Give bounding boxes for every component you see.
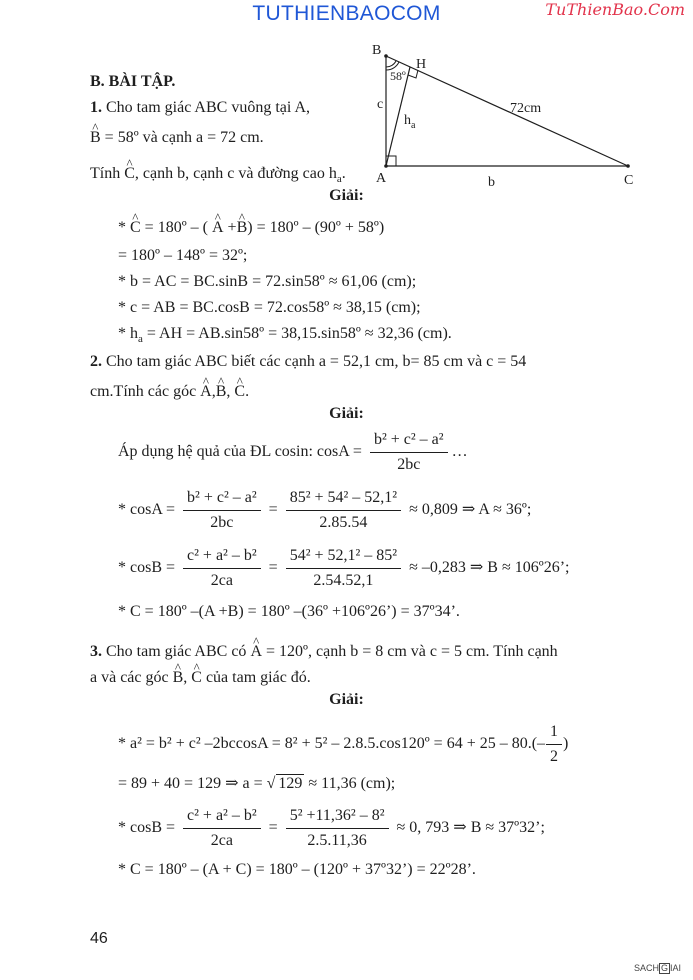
ex2-cosA-result: ≈ 0,809 ⇒ A ≈ 36º; [409,501,532,519]
angle-B-symbol: ^ B [90,124,101,146]
ex2-text2-end: . [245,383,250,400]
ex2-line2: cm.Tính các góc ^ A,^ B, ^ C. [90,378,249,402]
ex2-text1: Cho tam giác ABC biết các cạnh a = 52,1 cm, b= 85 cm và c = 54 [106,353,527,370]
ex3-a-p2: ≈ 11,36 (cm); [308,775,396,792]
angle-arc-inner [386,61,396,67]
ex1-line1 [90,98,310,118]
ex2-cosB-lead: * cosB = [118,559,176,577]
angle-B-hat: ^ B [237,214,248,236]
ex1-solution-title: Giải: [329,187,364,204]
ex3-text1a: Cho tam giác ABC có [106,643,247,660]
ex1-step5-a: * h [118,325,138,342]
label-A: A [376,171,387,186]
ex2-line1 [90,352,526,372]
ex1-line2 [90,124,264,148]
ex2-cosA: * cosA = $\frac{\text{b² + c² – a²}}{2bc}$ = $\frac{\text{85² + 54² – 52,1²}}{2.85.54}$ ≈ 0,809 ⇒ A ≈ 36º; [118,489,532,531]
angle-C-hat-3: ^ C [191,664,202,686]
footer-logo: SACH G IAI [633,963,681,973]
label-C: C [624,173,634,188]
triangle-diagram [366,40,666,200]
ex2-text2a: cm.Tính các góc [90,383,197,400]
ex1-step1-lead: * [118,219,126,236]
side-BC [386,56,628,166]
ex3-a2-frac: $\frac{1}{2}$ [546,722,562,767]
angle-A-hat-2: ^ A [200,378,212,400]
ex2-solution-title: Giải: [329,405,364,422]
ex3-text1b: = 120º, cạnh b = 8 cm và c = 5 cm. Tính cạnh [266,643,558,660]
ex2-law-cosine [118,430,468,475]
ex2-law-fraction: $\frac{\text{b² + c² – a²}}{2bc}$ [370,430,448,475]
ex1-step1-p1: = 180º – ( [144,219,208,236]
ex1-step5 [118,324,452,349]
ex3-cosB-frac2: $\frac{\text{5² +11,36² – 8²}}{2.5.11,36}$ [286,806,389,851]
angle-C-hat-2: ^ C [234,378,245,400]
ex1-text3-end: . [341,165,346,182]
angle-C-hat: ^ C [130,214,141,236]
ex3-cosB-frac1: $\frac{\text{c² + a² – b²}}{2ca}$ [183,806,261,851]
ex3-a-radicand: 129 [278,775,303,792]
angle-A-hat-3: ^ A [250,638,262,660]
ex2-cosB-result: ≈ –0,283 ⇒ B ≈ 106º26’; [409,559,570,577]
ex3-text2a: a và các góc [90,669,169,686]
label-angle-58: 58º [390,69,406,83]
ex1-text3a: Tính [90,165,121,182]
ex2-cosB-frac2: $\frac{\text{54² + 52,1² – 85²}}{2.54.52,1}$ [286,546,401,591]
ex3-cosB-result: ≈ 0, 793 ⇒ B ≈ 37º32’; [396,819,545,837]
ex1-step4: * c = AB = BC.cosB = 72.cos58º ≈ 38,15 (cm); [118,299,421,316]
site-title: TUTHIENBAOCOM [252,2,441,25]
ex1-text2: = 58º và cạnh a = 72 cm. [104,129,264,146]
ex2-number: 2. [90,353,102,370]
ex3-solution-title: Giải: [329,691,364,708]
angle-B-hat-2: ^ B [216,378,227,400]
ex2-cosA-frac1: $\frac{\text{b² + c² – a²}}{2bc}$ [183,488,261,533]
ex1-step2: = 180º – 148º = 32º; [118,247,248,264]
ex1-text1: Cho tam giác ABC vuông tại A, [106,99,310,116]
ex2-law-lead: Áp dụng hệ quả của ĐL cosin: cosA = [118,443,362,461]
ex3-number: 3. [90,643,102,660]
ex1-step5-b: = AH = AB.sin58º = 38,15.sin58º ≈ 32,36 (cm). [142,325,452,342]
ex3-cosB: * cosB = $\frac{\text{c² + a² – b²}}{2ca}$ = $\frac{\text{5² +11,36² – 8²}}{2.5.11,36}$ ≈ 0, 793 ⇒ B ≈ 37º32’; [118,807,545,849]
angle-C-symbol: ^ C [124,160,135,182]
ex1-step1-p2: + [227,219,237,236]
label-B: B [372,43,382,58]
ex1-number: 1. [90,99,102,116]
ex3-line1 [90,638,558,662]
ex2-cosB-frac1: $\frac{\text{c² + a² – b²}}{2ca}$ [183,546,261,591]
ex2-cosA-lead: * cosA = [118,501,176,519]
ex1-step3: * b = AC = BC.sinB = 72.sin58º ≈ 61,06 (cm); [118,273,417,290]
ex1-text3b: , cạnh b, cạnh c và đường cao h [134,165,337,182]
ex3-a: = 89 + 40 = 129 ⇒ a = √ 129 ≈ 11,36 (cm); [118,775,396,792]
ex1-step5-sub: a [138,333,143,346]
ex1-line3 [90,160,346,189]
label-H: H [416,57,427,72]
ex3-a2-tail: ) [563,735,569,753]
ex3-a-squared [118,722,568,767]
angle-B-hat-3: ^ B [173,664,184,686]
ex2-law-tail: … [451,443,468,461]
ex2-cosA-frac2: $\frac{\text{85² + 54² – 52,1²}}{2.85.54}$ [286,488,401,533]
ex1-step1 [118,214,384,238]
ex1-step1-p3: ) = 180º – (90º + 58º) [247,219,385,236]
angle-A-hat: ^ A [212,214,224,236]
label-side-b: b [488,175,495,190]
label-72cm: 72cm [510,101,542,116]
ex3-cosB-lead: * cosB = [118,819,176,837]
section-heading: B. BÀI TẬP. [90,73,176,90]
label-side-c: c [377,97,384,112]
page-number: 46 [90,930,108,947]
ex3-a-p1: = 89 + 40 = 129 ⇒ a = [118,775,263,792]
ex3-C: * C = 180º – (A + C) = 180º – (120º + 37º32’) = 22º28’. [118,861,476,878]
ex3-a2-lead: * a² = b² + c² –2bccosA = 8² + 5² – 2.8.5.cos120º = 64 + 25 – 80.(– [118,735,546,753]
ex3-text2b: của tam giác đó. [205,669,311,686]
ex1-text3-sub: a [336,173,342,186]
ex2-cosB: * cosB = $\frac{\text{c² + a² – b²}}{2ca}$ = $\frac{\text{54² + 52,1² – 85²}}{2.54.52,1}$ ≈ –0,283 ⇒ B ≈ 106º26’; [118,547,570,589]
brand-logo-text: TuThienBao.Com [545,0,685,19]
ex2-C: * C = 180º –(A +B) = 180º –(36º +106º26’) = 37º34’. [118,603,460,620]
ex3-line2: a và các góc ^ B, ^ C của tam giác đó. [90,664,311,688]
label-ha: $h_a$ [404,113,416,131]
